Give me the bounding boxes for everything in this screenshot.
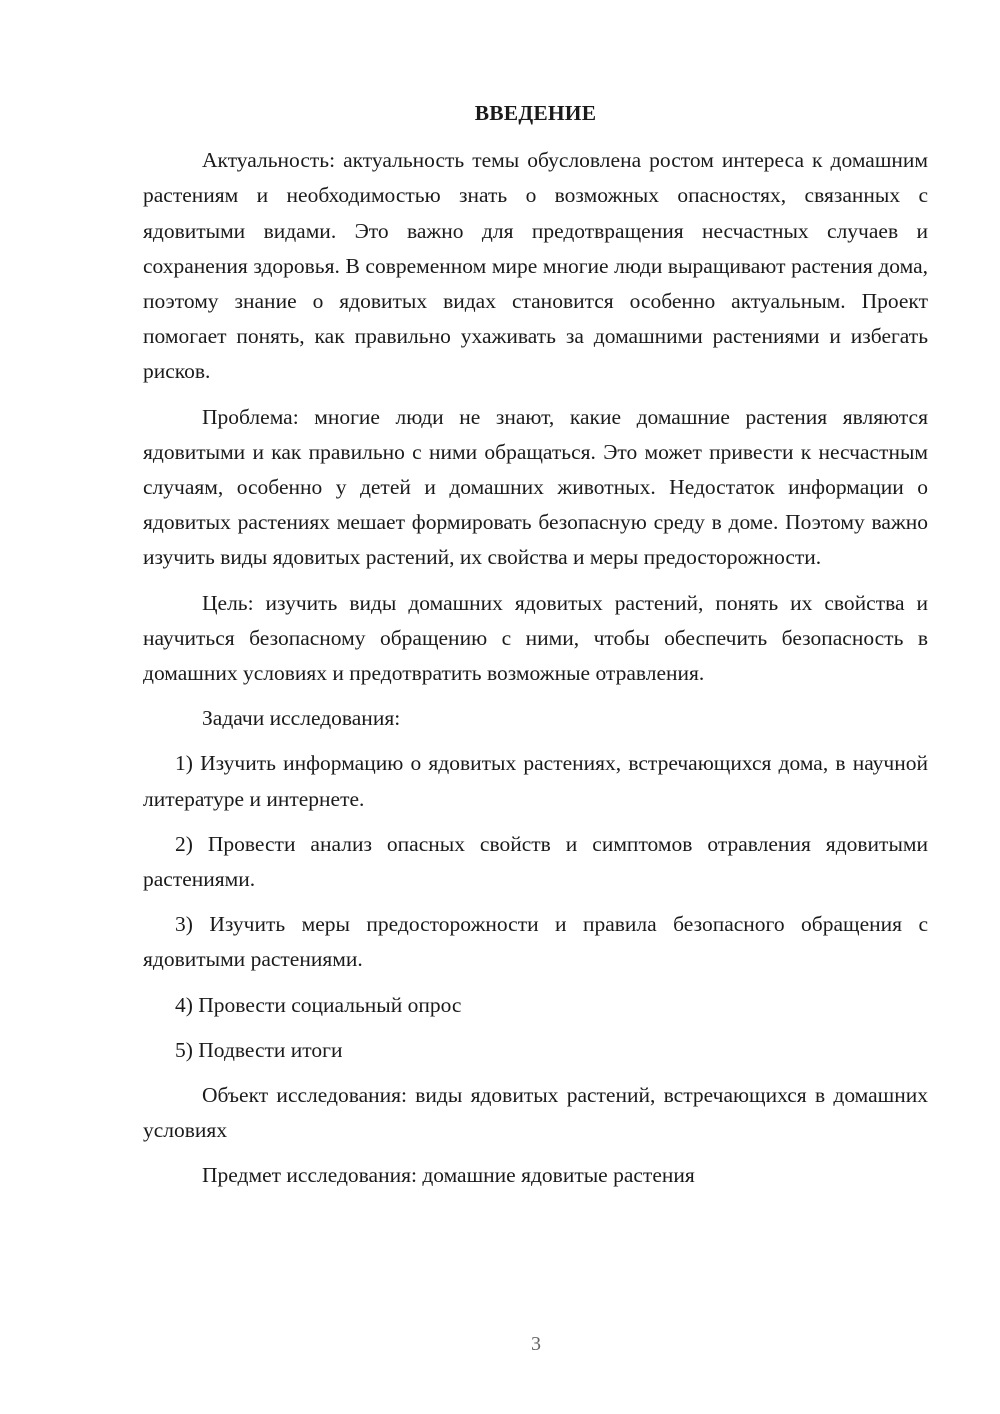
document-page <box>143 96 928 1204</box>
paragraph-object: Объект исследования: виды ядовитых растений, встречающихся в домашних условиях <box>143 1083 928 1143</box>
task-item-3: 3) Изучить меры предосторожности и правила безопасного обращения с ядовитыми растениями. <box>143 912 928 972</box>
task-item-4: 4) Провести социальный опрос <box>175 992 462 1017</box>
tasks-heading: Задачи исследования: <box>202 706 401 731</box>
paragraph-subject: Предмет исследования: домашние ядовитые растения <box>202 1163 695 1188</box>
paragraph-goal: Цель: изучить виды домашних ядовитых растений, понять их свойства и научиться безопасному обращению с ними, чтобы обеспечить безопасность в домашних условиях и предотвратить возможные отравления. <box>143 590 928 686</box>
paragraph-problem: Проблема: многие люди не знают, какие домашние растения являются ядовитыми и как правильно с ними обращаться. Это может привести к несчастным случаям, особенно у детей и домашних животных. Недостаток информации о ядовитых растениях мешает формировать безопасную среду в доме. Поэтому важно изучить виды ядовитых растений, их свойства и меры предосторожности. <box>143 404 928 570</box>
paragraph-relevance: Актуальность: актуальность темы обусловлена ростом интереса к домашним растениям и необходимостью знать о возможных опасностях, связанных с ядовитыми видами. Это важно для предотвращения несчастных случаев и сохранения здоровья. В современном мире многие люди выращивают растения дома, поэтому знание о ядовитых видах становится особенно актуальным. Проект помогает понять, как правильно ухаживать за домашними растениями и избегать рисков. <box>143 148 928 384</box>
task-item-1: 1) Изучить информацию о ядовитых растениях, встречающихся дома, в научной литературе и интернете. <box>143 751 928 811</box>
section-title: ВВЕДЕНИЕ <box>474 101 597 125</box>
task-item-5: 5) Подвести итоги <box>175 1037 343 1062</box>
page-number: 3 <box>531 1333 541 1355</box>
task-item-2: 2) Провести анализ опасных свойств и симптомов отравления ядовитыми растениями. <box>143 831 928 892</box>
